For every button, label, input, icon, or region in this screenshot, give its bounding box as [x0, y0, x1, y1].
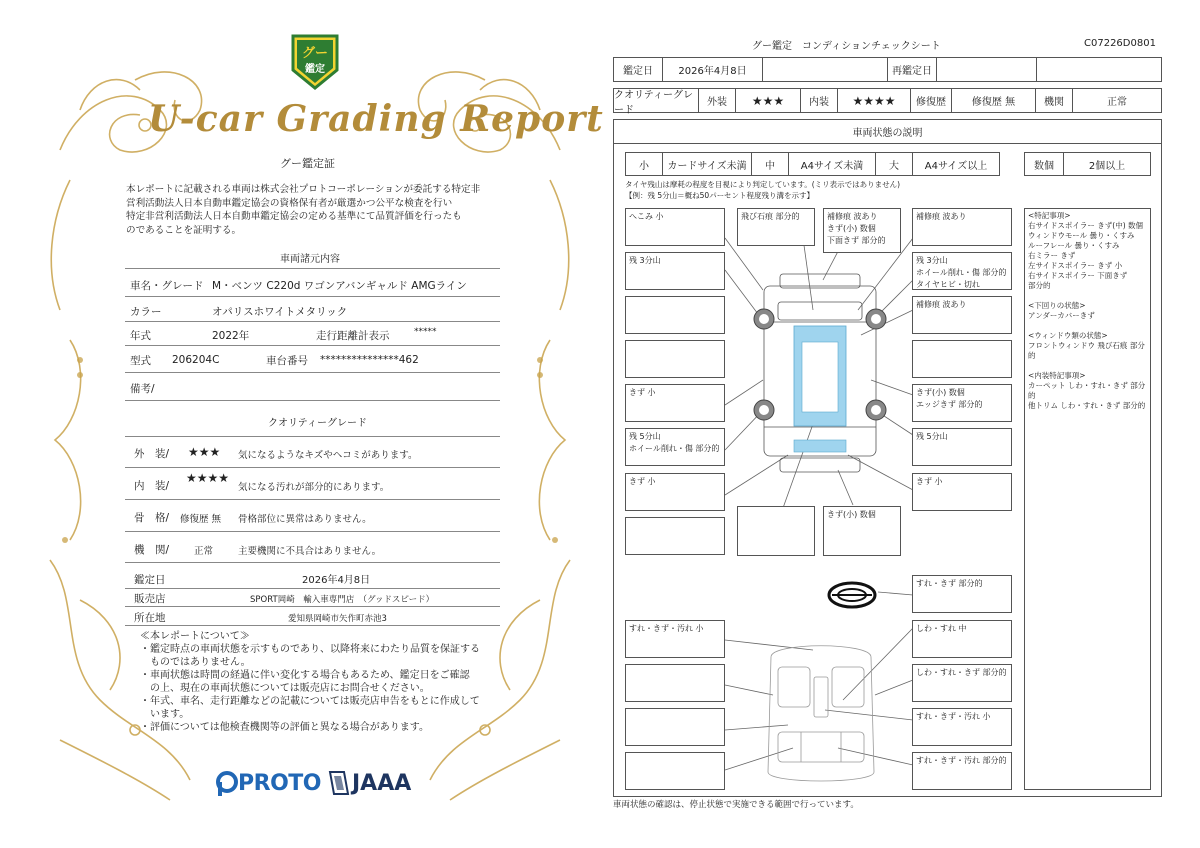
label-empty — [737, 506, 815, 556]
special-note-line: フロントウィンドウ 飛び石痕 部分的 — [1028, 341, 1145, 360]
model-label: 型式 — [130, 355, 151, 367]
exterior-note: 気になるようなキズやヘコミがあります。 — [238, 450, 418, 461]
divider — [125, 400, 500, 401]
chassis-value: ***************462 — [320, 354, 419, 366]
date-label-cell: 鑑定日 — [613, 57, 663, 82]
proto-logo-icon — [216, 770, 240, 798]
quality-grade-label: クオリティーグレード — [613, 88, 699, 113]
notes-title: ≪本レポートについて≫ — [140, 631, 250, 642]
special-notes-box — [1024, 208, 1151, 790]
note-line: ・年式、車名、走行距離などの記載については販売店申告をもとに作成して — [140, 696, 480, 707]
badge-bottom-text: 鑑定 — [305, 64, 325, 75]
special-note-line: ルーフレール 曇り・くすみ — [1028, 241, 1120, 250]
size-large: 大 — [875, 152, 913, 176]
year-value: 2022年 — [212, 330, 250, 342]
special-note-line: 右サイドスポイラー きず(中) 数個 — [1028, 221, 1144, 230]
frame-value: 修復歴 無 — [180, 514, 222, 525]
label-interior-left: すれ・きず・汚れ 小 — [625, 620, 725, 658]
sheet-title: グー鑑定 コンディションチェックシート — [752, 41, 941, 52]
engine-label: 機 関/ — [134, 544, 170, 556]
state-title: 車両状態の説明 — [613, 119, 1162, 144]
label-line: 残 3分山 — [916, 256, 948, 265]
label-empty — [625, 664, 725, 702]
count-desc: 2個以上 — [1063, 152, 1151, 176]
badge-top-text: グー — [301, 46, 328, 61]
exterior-label-cell: 外装 — [698, 88, 736, 113]
interior-note: 気になる汚れが部分的にあります。 — [238, 482, 390, 493]
special-note-line: カーペット しわ・すれ・きず 部分的 — [1028, 381, 1146, 400]
interior-stars-cell: ★★★★ — [837, 88, 911, 113]
report-script-title: U-car Grading Report — [148, 98, 604, 140]
exterior-stars: ★★★ — [188, 445, 221, 459]
label-line: 下面きず 部分的 — [827, 236, 886, 245]
blank-cell — [1036, 57, 1162, 82]
size-small: 小 — [625, 152, 663, 176]
spacer — [1028, 291, 1147, 301]
divider — [125, 562, 500, 563]
label-scratch-left: きず 小 — [625, 384, 725, 422]
note-line: います。 — [140, 709, 190, 720]
label-scratch-rear-left: きず 小 — [625, 473, 725, 511]
label-interior-right-2: しわ・すれ・きず 部分的 — [912, 664, 1012, 702]
note-line: ・鑑定時点の車両状態を示すものであり、以降将来にわたり品質を保証する — [140, 644, 480, 655]
label-interior-right-3: すれ・きず・汚れ 小 — [912, 708, 1012, 746]
special-note-line: <特記事項> — [1028, 211, 1071, 220]
spec-heading: 車両諸元内容 — [280, 254, 340, 265]
divider — [125, 321, 500, 322]
repair-value-cell: 修復歴 無 — [951, 88, 1036, 113]
label-line: 残 5分山 — [629, 432, 661, 441]
engine-note: 主要機関に不具合はありません。 — [238, 546, 382, 557]
steering-wheel-icon — [826, 580, 878, 610]
car-interior-diagram — [756, 632, 886, 792]
color-label: カラー — [130, 306, 162, 318]
sheet-footer: 車両状態の確認は、停止状態で実施できる範囲で行っています。 — [613, 800, 859, 810]
blank-cell — [762, 57, 888, 82]
special-note-line: アンダーカバーきず — [1028, 311, 1095, 320]
jaaa-logo-text: JAAA — [352, 771, 412, 796]
label-empty — [625, 517, 725, 555]
mileage-value: ***** — [414, 327, 437, 337]
label-line: 補修痕 波あり — [827, 212, 878, 221]
size-mid: 中 — [751, 152, 789, 176]
redate-value-cell — [936, 57, 1037, 82]
label-dent: へこみ 小 — [625, 208, 725, 246]
year-label: 年式 — [130, 330, 151, 342]
jaaa-logo-icon — [326, 768, 350, 798]
appraisal-date-value: 2026年4月8日 — [302, 575, 371, 586]
size-small-desc: カードサイズ未満 — [662, 152, 752, 176]
car-name-label: 車名・グレード — [130, 280, 204, 292]
engine-value-cell: 正常 — [1072, 88, 1162, 113]
label-tire-front-right — [912, 252, 1012, 290]
divider — [125, 296, 500, 297]
label-empty — [912, 340, 1012, 378]
label-chip: 飛び石痕 部分的 — [737, 208, 815, 246]
note-line: ・車両状態は時間の経過に伴い変化する場合もあるため、鑑定日をご確認 — [140, 670, 470, 681]
tire-note-example: 【例：残 5分山＝概ね50パーセント程度残り溝を示す】 — [625, 191, 815, 200]
divider — [125, 345, 500, 346]
label-line: きず(小) 数個 — [916, 388, 965, 397]
date-value-cell: 2026年4月8日 — [662, 57, 763, 82]
special-note-line: <ウィンドウ類の状態> — [1028, 331, 1108, 340]
label-rear-bumper: きず(小) 数個 — [823, 506, 901, 556]
label-interior-right-1: しわ・すれ 中 — [912, 620, 1012, 658]
note-line: ものではありません。 — [140, 657, 251, 668]
model-value: 206204C — [172, 354, 220, 366]
label-empty — [625, 340, 725, 378]
interior-label-cell: 内装 — [800, 88, 838, 113]
label-interior-right-4: すれ・きず・汚れ 部分的 — [912, 752, 1012, 790]
divider — [125, 467, 500, 468]
divider — [125, 499, 500, 500]
label-empty — [625, 708, 725, 746]
label-empty — [625, 752, 725, 790]
sheet-code: C07226D0801 — [1084, 38, 1156, 49]
label-line: ホイール削れ・傷 部分的 — [629, 444, 720, 453]
divider — [125, 436, 500, 437]
car-exterior-diagram — [750, 262, 890, 482]
label-scratch-rear-right: きず 小 — [912, 473, 1012, 511]
frame-label: 骨 格/ — [134, 512, 170, 524]
intro-line: 営利活動法人日本自動車鑑定協会の資格保有者が厳選かつ公平な検査を行い — [126, 197, 453, 209]
exterior-stars-cell: ★★★ — [735, 88, 801, 113]
engine-value: 正常 — [194, 546, 214, 557]
exterior-label: 外 装/ — [134, 448, 170, 460]
special-note-line: <下回りの状態> — [1028, 301, 1086, 310]
label-scratch-right — [912, 384, 1012, 422]
intro-line: 特定非営利活動法人日本自動車鑑定協会の定める基準にて品質評価を行ったも — [126, 211, 462, 222]
certificate-title: グー鑑定証 — [280, 157, 335, 170]
engine-label-cell: 機関 — [1035, 88, 1073, 113]
special-note-line: 部分的 — [1028, 281, 1051, 290]
label-line: タイヤヒビ・切れ — [916, 280, 980, 289]
car-name-value: M・ベンツ C220d ワゴンアバンギャルド AMGライン — [212, 280, 467, 292]
dealer-value: SPORT岡崎 輸入車専門店 （グッドスピード） — [250, 595, 435, 605]
redate-label-cell: 再鑑定日 — [887, 57, 937, 82]
interior-label: 内 装/ — [134, 480, 170, 492]
mileage-label: 走行距離計表示 — [316, 330, 390, 342]
divider — [125, 372, 500, 373]
label-repair-side: 補修痕 波あり — [912, 296, 1012, 334]
label-line: ホイール削れ・傷 部分的 — [916, 268, 1007, 277]
size-large-desc: A4サイズ以上 — [912, 152, 1000, 176]
label-tire-rear-left — [625, 428, 725, 466]
size-mid-desc: A4サイズ未満 — [788, 152, 876, 176]
address-label: 所在地 — [134, 612, 166, 624]
intro-line: 本レポートに記載される車両は株式会社プロトコーポレーションが委託する特定非 — [126, 184, 481, 195]
label-repair — [823, 208, 901, 253]
chassis-label: 車台番号 — [266, 355, 308, 367]
appraisal-date-label: 鑑定日 — [134, 574, 166, 586]
label-repair-right: 補修痕 波あり — [912, 208, 1012, 246]
certificate-intro — [126, 183, 506, 237]
label-line: きず(小) 数個 — [827, 224, 876, 233]
note-line: の上、現在の車両状態については販売店にお問合せください。 — [140, 683, 430, 694]
special-note-line: 右ミラー きず — [1028, 251, 1076, 260]
color-value: オパリスホワイトメタリック — [212, 306, 348, 318]
interior-stars: ★★★★ — [186, 471, 230, 485]
address-value: 愛知県岡崎市矢作町赤池3 — [288, 614, 387, 624]
special-note-line: 右サイドスポイラー 下面きず — [1028, 271, 1128, 280]
intro-line: のであることを証明する。 — [126, 224, 242, 236]
label-steering: すれ・きず 部分的 — [912, 575, 1012, 613]
quality-heading: クオリティーグレード — [268, 418, 367, 429]
special-note-line: 他トリム しわ・すれ・きず 部分的 — [1028, 401, 1146, 410]
count-label: 数個 — [1024, 152, 1064, 176]
tire-note: タイヤ残山は摩耗の程度を目視により判定しています。(ミリ表示ではありません) — [625, 180, 901, 189]
spacer — [1028, 361, 1147, 371]
note-line: ・評価については他検査機関等の評価と異なる場合があります。 — [140, 722, 429, 733]
divider — [125, 268, 500, 269]
label-tire-front-left: 残 3分山 — [625, 252, 725, 290]
divider — [125, 606, 500, 607]
label-tire-rear-right: 残 5分山 — [912, 428, 1012, 466]
special-note-line: ウィンドウモール 曇り・くすみ — [1028, 231, 1135, 240]
divider — [125, 588, 500, 589]
remarks-label: 備考/ — [130, 383, 155, 395]
spacer — [1028, 321, 1147, 331]
label-empty — [625, 296, 725, 334]
special-note-line: <内装特記事項> — [1028, 371, 1086, 380]
label-line: エッジきず 部分的 — [916, 400, 983, 409]
special-note-line: 左サイドスポイラー きず 小 — [1028, 261, 1123, 270]
repair-label-cell: 修復歴 — [910, 88, 952, 113]
divider — [125, 625, 500, 626]
divider — [125, 531, 500, 532]
dealer-label: 販売店 — [134, 593, 166, 605]
frame-note: 骨格部位に異常はありません。 — [238, 514, 372, 525]
proto-logo-text: PROTO — [238, 771, 321, 796]
report-notes — [140, 630, 480, 734]
